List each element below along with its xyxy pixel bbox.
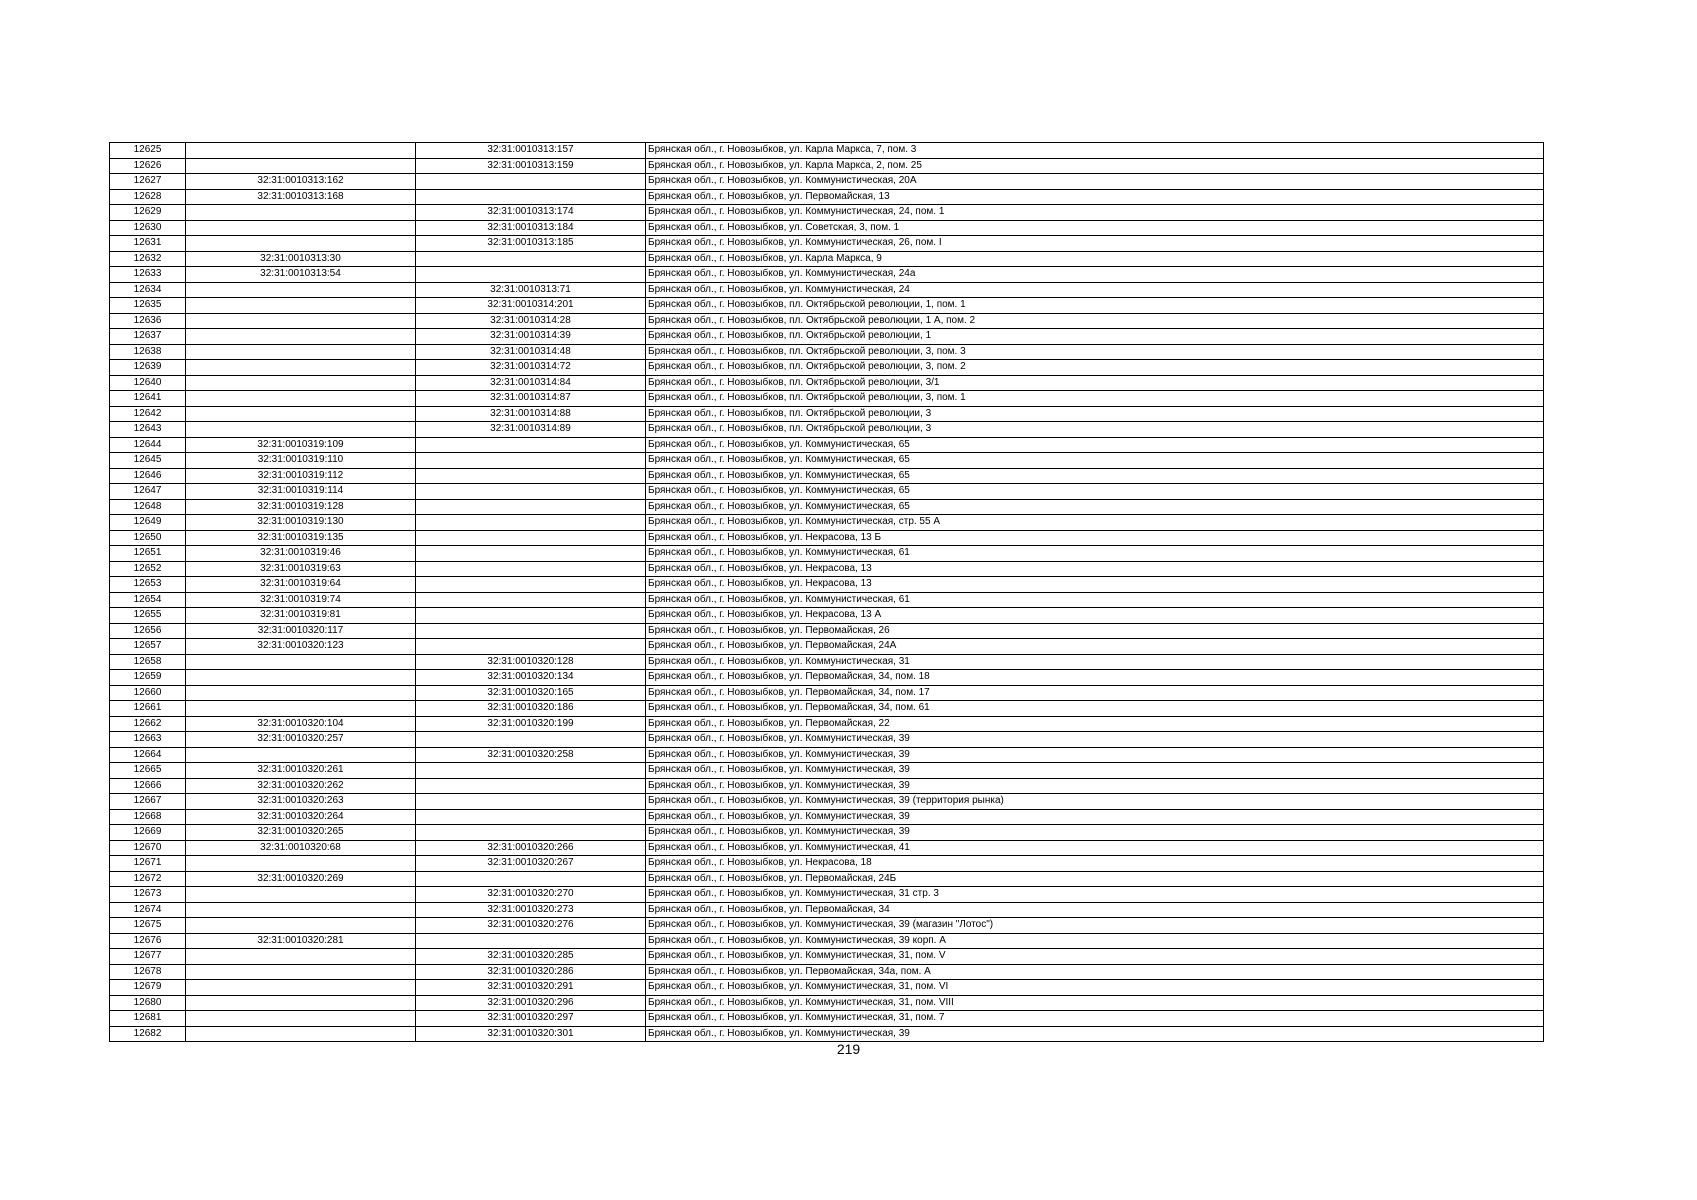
cadastral-number-cell bbox=[186, 422, 416, 438]
cadastral-number-cell: 32:31:0010319:128 bbox=[186, 499, 416, 515]
cadastral-number-2-cell: 32:31:0010320:301 bbox=[416, 1026, 646, 1042]
cadastral-number-cell bbox=[186, 329, 416, 345]
address-cell: Брянская обл., г. Новозыбков, пл. Октябрьской революции, 3 bbox=[646, 422, 1544, 438]
row-number-cell: 12631 bbox=[110, 236, 186, 252]
address-cell: Брянская обл., г. Новозыбков, ул. Первомайская, 13 bbox=[646, 189, 1544, 205]
table-row bbox=[110, 577, 1544, 593]
address-cell: Брянская обл., г. Новозыбков, ул. Коммунистическая, 61 bbox=[646, 592, 1544, 608]
table-row bbox=[110, 220, 1544, 236]
table-row bbox=[110, 189, 1544, 205]
row-number-cell: 12670 bbox=[110, 840, 186, 856]
table-row bbox=[110, 825, 1544, 841]
cadastral-number-2-cell: 32:31:0010314:39 bbox=[416, 329, 646, 345]
address-cell: Брянская обл., г. Новозыбков, ул. Некрасова, 13 bbox=[646, 561, 1544, 577]
cadastral-number-2-cell: 32:31:0010313:159 bbox=[416, 158, 646, 174]
cadastral-number-cell bbox=[186, 360, 416, 376]
table-row bbox=[110, 329, 1544, 345]
row-number-cell: 12661 bbox=[110, 701, 186, 717]
cadastral-number-cell bbox=[186, 406, 416, 422]
address-cell: Брянская обл., г. Новозыбков, пл. Октябрьской революции, 1 А, пом. 2 bbox=[646, 313, 1544, 329]
row-number-cell: 12648 bbox=[110, 499, 186, 515]
address-cell: Брянская обл., г. Новозыбков, ул. Коммунистическая, 39 (магазин "Лотос") bbox=[646, 918, 1544, 934]
cadastral-number-cell bbox=[186, 670, 416, 686]
table-row bbox=[110, 530, 1544, 546]
row-number-cell: 12662 bbox=[110, 716, 186, 732]
row-number-cell: 12637 bbox=[110, 329, 186, 345]
cadastral-number-2-cell: 32:31:0010314:28 bbox=[416, 313, 646, 329]
row-number-cell: 12681 bbox=[110, 1011, 186, 1027]
cadastral-number-cell: 32:31:0010313:30 bbox=[186, 251, 416, 267]
address-cell: Брянская обл., г. Новозыбков, ул. Некрасова, 13 bbox=[646, 577, 1544, 593]
row-number-cell: 12639 bbox=[110, 360, 186, 376]
table-row bbox=[110, 887, 1544, 903]
address-cell: Брянская обл., г. Новозыбков, ул. Коммунистическая, 24а bbox=[646, 267, 1544, 283]
cadastral-number-2-cell: 32:31:0010320:270 bbox=[416, 887, 646, 903]
cadastral-number-2-cell bbox=[416, 453, 646, 469]
cadastral-number-cell: 32:31:0010313:54 bbox=[186, 267, 416, 283]
cadastral-number-cell: 32:31:0010320:257 bbox=[186, 732, 416, 748]
cadastral-number-2-cell bbox=[416, 174, 646, 190]
table-row bbox=[110, 918, 1544, 934]
row-number-cell: 12628 bbox=[110, 189, 186, 205]
cadastral-number-2-cell: 32:31:0010314:89 bbox=[416, 422, 646, 438]
table-row bbox=[110, 143, 1544, 159]
cadastral-number-2-cell bbox=[416, 763, 646, 779]
cadastral-number-2-cell bbox=[416, 809, 646, 825]
address-cell: Брянская обл., г. Новозыбков, пл. Октябрьской революции, 3 bbox=[646, 406, 1544, 422]
address-cell: Брянская обл., г. Новозыбков, ул. Первомайская, 34 bbox=[646, 902, 1544, 918]
cadastral-number-2-cell bbox=[416, 251, 646, 267]
cadastral-number-cell: 32:31:0010320:68 bbox=[186, 840, 416, 856]
address-cell: Брянская обл., г. Новозыбков, ул. Коммунистическая, 39 bbox=[646, 1026, 1544, 1042]
table-row bbox=[110, 623, 1544, 639]
table-row bbox=[110, 763, 1544, 779]
table-row bbox=[110, 639, 1544, 655]
cadastral-number-cell: 32:31:0010320:263 bbox=[186, 794, 416, 810]
cadastral-number-2-cell: 32:31:0010320:165 bbox=[416, 685, 646, 701]
table-row bbox=[110, 375, 1544, 391]
cadastral-number-cell: 32:31:0010320:269 bbox=[186, 871, 416, 887]
cadastral-number-2-cell bbox=[416, 577, 646, 593]
address-cell: Брянская обл., г. Новозыбков, ул. Карла Маркса, 7, пом. 3 bbox=[646, 143, 1544, 159]
cadastral-number-2-cell: 32:31:0010314:84 bbox=[416, 375, 646, 391]
row-number-cell: 12650 bbox=[110, 530, 186, 546]
cadastral-number-cell bbox=[186, 391, 416, 407]
cadastral-number-2-cell bbox=[416, 608, 646, 624]
cadastral-number-cell bbox=[186, 918, 416, 934]
cadastral-number-2-cell: 32:31:0010314:48 bbox=[416, 344, 646, 360]
row-number-cell: 12671 bbox=[110, 856, 186, 872]
row-number-cell: 12660 bbox=[110, 685, 186, 701]
cadastral-number-cell bbox=[186, 1026, 416, 1042]
cadastral-number-2-cell: 32:31:0010313:71 bbox=[416, 282, 646, 298]
table-row bbox=[110, 453, 1544, 469]
cadastral-number-2-cell bbox=[416, 530, 646, 546]
row-number-cell: 12658 bbox=[110, 654, 186, 670]
row-number-cell: 12649 bbox=[110, 515, 186, 531]
table-row bbox=[110, 871, 1544, 887]
address-cell: Брянская обл., г. Новозыбков, ул. Карла Маркса, 2, пом. 25 bbox=[646, 158, 1544, 174]
row-number-cell: 12656 bbox=[110, 623, 186, 639]
cadastral-number-cell bbox=[186, 143, 416, 159]
table-row bbox=[110, 422, 1544, 438]
cadastral-number-2-cell: 32:31:0010314:88 bbox=[416, 406, 646, 422]
cadastral-number-2-cell bbox=[416, 484, 646, 500]
cadastral-number-cell: 32:31:0010320:261 bbox=[186, 763, 416, 779]
address-cell: Брянская обл., г. Новозыбков, ул. Карла Маркса, 9 bbox=[646, 251, 1544, 267]
cadastral-number-cell: 32:31:0010319:64 bbox=[186, 577, 416, 593]
cadastral-number-cell bbox=[186, 236, 416, 252]
address-cell: Брянская обл., г. Новозыбков, пл. Октябрьской революции, 1, пом. 1 bbox=[646, 298, 1544, 314]
cadastral-number-cell: 32:31:0010319:109 bbox=[186, 437, 416, 453]
table-row bbox=[110, 251, 1544, 267]
table-row bbox=[110, 282, 1544, 298]
address-cell: Брянская обл., г. Новозыбков, ул. Коммунистическая, 24 bbox=[646, 282, 1544, 298]
row-number-cell: 12632 bbox=[110, 251, 186, 267]
address-cell: Брянская обл., г. Новозыбков, ул. Коммунистическая, 39 bbox=[646, 763, 1544, 779]
table-row bbox=[110, 298, 1544, 314]
cadastral-number-cell: 32:31:0010319:63 bbox=[186, 561, 416, 577]
table-row bbox=[110, 174, 1544, 190]
address-cell: Брянская обл., г. Новозыбков, ул. Коммунистическая, 31, пом. VI bbox=[646, 980, 1544, 996]
address-cell: Брянская обл., г. Новозыбков, ул. Некрасова, 18 bbox=[646, 856, 1544, 872]
table-row bbox=[110, 933, 1544, 949]
cadastral-number-2-cell bbox=[416, 189, 646, 205]
address-cell: Брянская обл., г. Новозыбков, ул. Первомайская, 34, пом. 61 bbox=[646, 701, 1544, 717]
row-number-cell: 12647 bbox=[110, 484, 186, 500]
table-row bbox=[110, 313, 1544, 329]
address-cell: Брянская обл., г. Новозыбков, ул. Коммунистическая, 26, пом. I bbox=[646, 236, 1544, 252]
address-cell: Брянская обл., г. Новозыбков, ул. Первомайская, 34, пом. 17 bbox=[646, 685, 1544, 701]
row-number-cell: 12640 bbox=[110, 375, 186, 391]
cadastral-number-2-cell: 32:31:0010320:258 bbox=[416, 747, 646, 763]
cadastral-number-2-cell bbox=[416, 592, 646, 608]
cadastral-number-2-cell: 32:31:0010320:291 bbox=[416, 980, 646, 996]
address-cell: Брянская обл., г. Новозыбков, ул. Коммунистическая, 39 bbox=[646, 825, 1544, 841]
cadastral-number-cell bbox=[186, 344, 416, 360]
row-number-cell: 12633 bbox=[110, 267, 186, 283]
cadastral-number-2-cell bbox=[416, 825, 646, 841]
address-cell: Брянская обл., г. Новозыбков, ул. Коммунистическая, 41 bbox=[646, 840, 1544, 856]
address-cell: Брянская обл., г. Новозыбков, ул. Коммунистическая, стр. 55 А bbox=[646, 515, 1544, 531]
cadastral-number-2-cell: 32:31:0010320:286 bbox=[416, 964, 646, 980]
address-cell: Брянская обл., г. Новозыбков, ул. Первомайская, 26 bbox=[646, 623, 1544, 639]
table-row bbox=[110, 360, 1544, 376]
address-cell: Брянская обл., г. Новозыбков, ул. Первомайская, 34, пом. 18 bbox=[646, 670, 1544, 686]
address-cell: Брянская обл., г. Новозыбков, пл. Октябрьской революции, 3, пом. 2 bbox=[646, 360, 1544, 376]
row-number-cell: 12630 bbox=[110, 220, 186, 236]
address-cell: Брянская обл., г. Новозыбков, ул. Некрасова, 13 Б bbox=[646, 530, 1544, 546]
table-row bbox=[110, 592, 1544, 608]
cadastral-number-cell: 32:31:0010320:104 bbox=[186, 716, 416, 732]
cadastral-number-2-cell: 32:31:0010320:186 bbox=[416, 701, 646, 717]
table-row bbox=[110, 158, 1544, 174]
address-cell: Брянская обл., г. Новозыбков, ул. Коммунистическая, 65 bbox=[646, 453, 1544, 469]
table-row bbox=[110, 391, 1544, 407]
table-row bbox=[110, 437, 1544, 453]
cadastral-number-cell: 32:31:0010319:110 bbox=[186, 453, 416, 469]
cadastral-number-cell bbox=[186, 964, 416, 980]
address-cell: Брянская обл., г. Новозыбков, ул. Первомайская, 24А bbox=[646, 639, 1544, 655]
address-cell: Брянская обл., г. Новозыбков, ул. Советская, 3, пом. 1 bbox=[646, 220, 1544, 236]
row-number-cell: 12672 bbox=[110, 871, 186, 887]
row-number-cell: 12653 bbox=[110, 577, 186, 593]
row-number-cell: 12665 bbox=[110, 763, 186, 779]
cadastral-number-cell: 32:31:0010320:262 bbox=[186, 778, 416, 794]
table-row bbox=[110, 654, 1544, 670]
table-row bbox=[110, 856, 1544, 872]
row-number-cell: 12627 bbox=[110, 174, 186, 190]
table-row bbox=[110, 499, 1544, 515]
address-cell: Брянская обл., г. Новозыбков, ул. Коммунистическая, 65 bbox=[646, 484, 1544, 500]
cadastral-number-cell bbox=[186, 298, 416, 314]
cadastral-number-2-cell bbox=[416, 623, 646, 639]
row-number-cell: 12675 bbox=[110, 918, 186, 934]
row-number-cell: 12634 bbox=[110, 282, 186, 298]
row-number-cell: 12676 bbox=[110, 933, 186, 949]
table-row bbox=[110, 406, 1544, 422]
address-cell: Брянская обл., г. Новозыбков, ул. Коммунистическая, 31, пом. V bbox=[646, 949, 1544, 965]
table-row bbox=[110, 840, 1544, 856]
row-number-cell: 12669 bbox=[110, 825, 186, 841]
row-number-cell: 12642 bbox=[110, 406, 186, 422]
cadastral-number-2-cell: 32:31:0010320:134 bbox=[416, 670, 646, 686]
cadastral-number-cell bbox=[186, 375, 416, 391]
cadastral-number-cell: 32:31:0010319:81 bbox=[186, 608, 416, 624]
table-row bbox=[110, 1011, 1544, 1027]
table-row bbox=[110, 980, 1544, 996]
cadastral-number-2-cell bbox=[416, 871, 646, 887]
address-cell: Брянская обл., г. Новозыбков, пл. Октябрьской революции, 3, пом. 1 bbox=[646, 391, 1544, 407]
address-cell: Брянская обл., г. Новозыбков, ул. Коммунистическая, 39 bbox=[646, 732, 1544, 748]
table-row bbox=[110, 732, 1544, 748]
address-cell: Брянская обл., г. Новозыбков, ул. Коммунистическая, 65 bbox=[646, 468, 1544, 484]
cadastral-number-2-cell: 32:31:0010313:157 bbox=[416, 143, 646, 159]
row-number-cell: 12679 bbox=[110, 980, 186, 996]
table-row bbox=[110, 267, 1544, 283]
table-row bbox=[110, 608, 1544, 624]
cadastral-number-cell bbox=[186, 654, 416, 670]
row-number-cell: 12646 bbox=[110, 468, 186, 484]
table-row bbox=[110, 561, 1544, 577]
table-row bbox=[110, 344, 1544, 360]
address-cell: Брянская обл., г. Новозыбков, пл. Октябрьской революции, 1 bbox=[646, 329, 1544, 345]
cadastral-number-cell: 32:31:0010319:112 bbox=[186, 468, 416, 484]
row-number-cell: 12654 bbox=[110, 592, 186, 608]
row-number-cell: 12625 bbox=[110, 143, 186, 159]
cadastral-number-cell: 32:31:0010313:168 bbox=[186, 189, 416, 205]
table-row bbox=[110, 205, 1544, 221]
table-row bbox=[110, 468, 1544, 484]
row-number-cell: 12636 bbox=[110, 313, 186, 329]
cadastral-number-2-cell: 32:31:0010320:285 bbox=[416, 949, 646, 965]
cadastral-number-cell bbox=[186, 747, 416, 763]
cadastral-number-2-cell bbox=[416, 933, 646, 949]
address-cell: Брянская обл., г. Новозыбков, ул. Коммунистическая, 61 bbox=[646, 546, 1544, 562]
cadastral-number-2-cell: 32:31:0010320:267 bbox=[416, 856, 646, 872]
address-cell: Брянская обл., г. Новозыбков, ул. Коммунистическая, 24, пом. 1 bbox=[646, 205, 1544, 221]
cadastral-number-cell: 32:31:0010320:264 bbox=[186, 809, 416, 825]
table-row bbox=[110, 515, 1544, 531]
table-row bbox=[110, 1026, 1544, 1042]
row-number-cell: 12667 bbox=[110, 794, 186, 810]
table-row bbox=[110, 995, 1544, 1011]
address-cell: Брянская обл., г. Новозыбков, ул. Коммунистическая, 31, пом. VIII bbox=[646, 995, 1544, 1011]
cadastral-number-2-cell: 32:31:0010320:296 bbox=[416, 995, 646, 1011]
cadastral-number-cell: 32:31:0010320:281 bbox=[186, 933, 416, 949]
table-row bbox=[110, 949, 1544, 965]
address-cell: Брянская обл., г. Новозыбков, ул. Некрасова, 13 А bbox=[646, 608, 1544, 624]
cadastral-number-cell: 32:31:0010320:123 bbox=[186, 639, 416, 655]
table-row bbox=[110, 964, 1544, 980]
cadastral-number-2-cell bbox=[416, 639, 646, 655]
table-row bbox=[110, 747, 1544, 763]
row-number-cell: 12657 bbox=[110, 639, 186, 655]
cadastral-number-cell bbox=[186, 887, 416, 903]
table-row bbox=[110, 701, 1544, 717]
cadastral-number-cell bbox=[186, 856, 416, 872]
address-cell: Брянская обл., г. Новозыбков, ул. Коммунистическая, 39 bbox=[646, 778, 1544, 794]
row-number-cell: 12626 bbox=[110, 158, 186, 174]
row-number-cell: 12638 bbox=[110, 344, 186, 360]
cadastral-number-2-cell bbox=[416, 561, 646, 577]
cadastral-number-2-cell bbox=[416, 468, 646, 484]
address-cell: Брянская обл., г. Новозыбков, ул. Коммунистическая, 39 bbox=[646, 809, 1544, 825]
table-row bbox=[110, 236, 1544, 252]
address-cell: Брянская обл., г. Новозыбков, пл. Октябрьской революции, 3/1 bbox=[646, 375, 1544, 391]
row-number-cell: 12645 bbox=[110, 453, 186, 469]
table-row bbox=[110, 484, 1544, 500]
address-cell: Брянская обл., г. Новозыбков, пл. Октябрьской революции, 3, пом. 3 bbox=[646, 344, 1544, 360]
address-cell: Брянская обл., г. Новозыбков, ул. Коммунистическая, 39 (территория рынка) bbox=[646, 794, 1544, 810]
cadastral-number-2-cell: 32:31:0010313:184 bbox=[416, 220, 646, 236]
table-row bbox=[110, 716, 1544, 732]
row-number-cell: 12664 bbox=[110, 747, 186, 763]
cadastral-number-cell: 32:31:0010319:46 bbox=[186, 546, 416, 562]
cadastral-number-2-cell bbox=[416, 794, 646, 810]
table-row bbox=[110, 670, 1544, 686]
cadastral-number-cell bbox=[186, 205, 416, 221]
address-cell: Брянская обл., г. Новозыбков, ул. Коммунистическая, 65 bbox=[646, 499, 1544, 515]
cadastral-number-cell bbox=[186, 980, 416, 996]
page-number: 219 bbox=[836, 1041, 861, 1057]
cadastral-number-2-cell bbox=[416, 778, 646, 794]
cadastral-number-cell bbox=[186, 685, 416, 701]
cadastral-number-cell bbox=[186, 282, 416, 298]
cadastral-number-2-cell bbox=[416, 499, 646, 515]
cadastral-number-2-cell: 32:31:0010314:72 bbox=[416, 360, 646, 376]
address-cell: Брянская обл., г. Новозыбков, ул. Первомайская, 24Б bbox=[646, 871, 1544, 887]
cadastral-number-cell bbox=[186, 158, 416, 174]
cadastral-number-cell bbox=[186, 1011, 416, 1027]
row-number-cell: 12678 bbox=[110, 964, 186, 980]
row-number-cell: 12674 bbox=[110, 902, 186, 918]
row-number-cell: 12629 bbox=[110, 205, 186, 221]
row-number-cell: 12659 bbox=[110, 670, 186, 686]
cadastral-number-2-cell: 32:31:0010313:185 bbox=[416, 236, 646, 252]
cadastral-number-2-cell: 32:31:0010320:297 bbox=[416, 1011, 646, 1027]
cadastral-number-cell: 32:31:0010319:114 bbox=[186, 484, 416, 500]
cadastral-number-2-cell: 32:31:0010313:174 bbox=[416, 205, 646, 221]
cadastral-number-cell bbox=[186, 220, 416, 236]
row-number-cell: 12673 bbox=[110, 887, 186, 903]
table-row bbox=[110, 902, 1544, 918]
row-number-cell: 12677 bbox=[110, 949, 186, 965]
cadastral-number-2-cell bbox=[416, 437, 646, 453]
row-number-cell: 12680 bbox=[110, 995, 186, 1011]
cadastral-number-cell bbox=[186, 949, 416, 965]
cadastral-number-cell: 32:31:0010319:74 bbox=[186, 592, 416, 608]
cadastral-number-cell bbox=[186, 902, 416, 918]
cadastral-number-cell bbox=[186, 995, 416, 1011]
table-row bbox=[110, 794, 1544, 810]
cadastral-number-cell bbox=[186, 701, 416, 717]
address-cell: Брянская обл., г. Новозыбков, ул. Первомайская, 34а, пом. А bbox=[646, 964, 1544, 980]
cadastral-number-2-cell bbox=[416, 546, 646, 562]
cadastral-number-2-cell: 32:31:0010314:201 bbox=[416, 298, 646, 314]
row-number-cell: 12655 bbox=[110, 608, 186, 624]
address-cell: Брянская обл., г. Новозыбков, ул. Коммунистическая, 31 стр. 3 bbox=[646, 887, 1544, 903]
cadastral-number-cell: 32:31:0010319:135 bbox=[186, 530, 416, 546]
table-row bbox=[110, 685, 1544, 701]
row-number-cell: 12663 bbox=[110, 732, 186, 748]
cadastral-number-2-cell: 32:31:0010320:276 bbox=[416, 918, 646, 934]
row-number-cell: 12668 bbox=[110, 809, 186, 825]
table-row bbox=[110, 546, 1544, 562]
cadastral-number-2-cell: 32:31:0010320:273 bbox=[416, 902, 646, 918]
cadastral-number-cell: 32:31:0010313:162 bbox=[186, 174, 416, 190]
address-cell: Брянская обл., г. Новозыбков, ул. Коммунистическая, 65 bbox=[646, 437, 1544, 453]
registry-table bbox=[109, 142, 1544, 1042]
cadastral-number-cell: 32:31:0010319:130 bbox=[186, 515, 416, 531]
cadastral-number-2-cell bbox=[416, 267, 646, 283]
registry-table-body bbox=[110, 143, 1544, 1042]
address-cell: Брянская обл., г. Новозыбков, ул. Коммунистическая, 20А bbox=[646, 174, 1544, 190]
row-number-cell: 12644 bbox=[110, 437, 186, 453]
row-number-cell: 12641 bbox=[110, 391, 186, 407]
cadastral-number-2-cell: 32:31:0010314:87 bbox=[416, 391, 646, 407]
cadastral-number-cell bbox=[186, 313, 416, 329]
row-number-cell: 12666 bbox=[110, 778, 186, 794]
cadastral-number-cell: 32:31:0010320:265 bbox=[186, 825, 416, 841]
row-number-cell: 12643 bbox=[110, 422, 186, 438]
cadastral-number-2-cell: 32:31:0010320:199 bbox=[416, 716, 646, 732]
table-row bbox=[110, 809, 1544, 825]
row-number-cell: 12652 bbox=[110, 561, 186, 577]
address-cell: Брянская обл., г. Новозыбков, ул. Коммунистическая, 31, пом. 7 bbox=[646, 1011, 1544, 1027]
row-number-cell: 12682 bbox=[110, 1026, 186, 1042]
cadastral-number-2-cell: 32:31:0010320:128 bbox=[416, 654, 646, 670]
address-cell: Брянская обл., г. Новозыбков, ул. Первомайская, 22 bbox=[646, 716, 1544, 732]
row-number-cell: 12635 bbox=[110, 298, 186, 314]
row-number-cell: 12651 bbox=[110, 546, 186, 562]
cadastral-number-cell: 32:31:0010320:117 bbox=[186, 623, 416, 639]
cadastral-number-2-cell bbox=[416, 732, 646, 748]
address-cell: Брянская обл., г. Новозыбков, ул. Коммунистическая, 39 bbox=[646, 747, 1544, 763]
table-row bbox=[110, 778, 1544, 794]
cadastral-number-2-cell bbox=[416, 515, 646, 531]
cadastral-number-2-cell: 32:31:0010320:266 bbox=[416, 840, 646, 856]
address-cell: Брянская обл., г. Новозыбков, ул. Коммунистическая, 31 bbox=[646, 654, 1544, 670]
address-cell: Брянская обл., г. Новозыбков, ул. Коммунистическая, 39 корп. А bbox=[646, 933, 1544, 949]
